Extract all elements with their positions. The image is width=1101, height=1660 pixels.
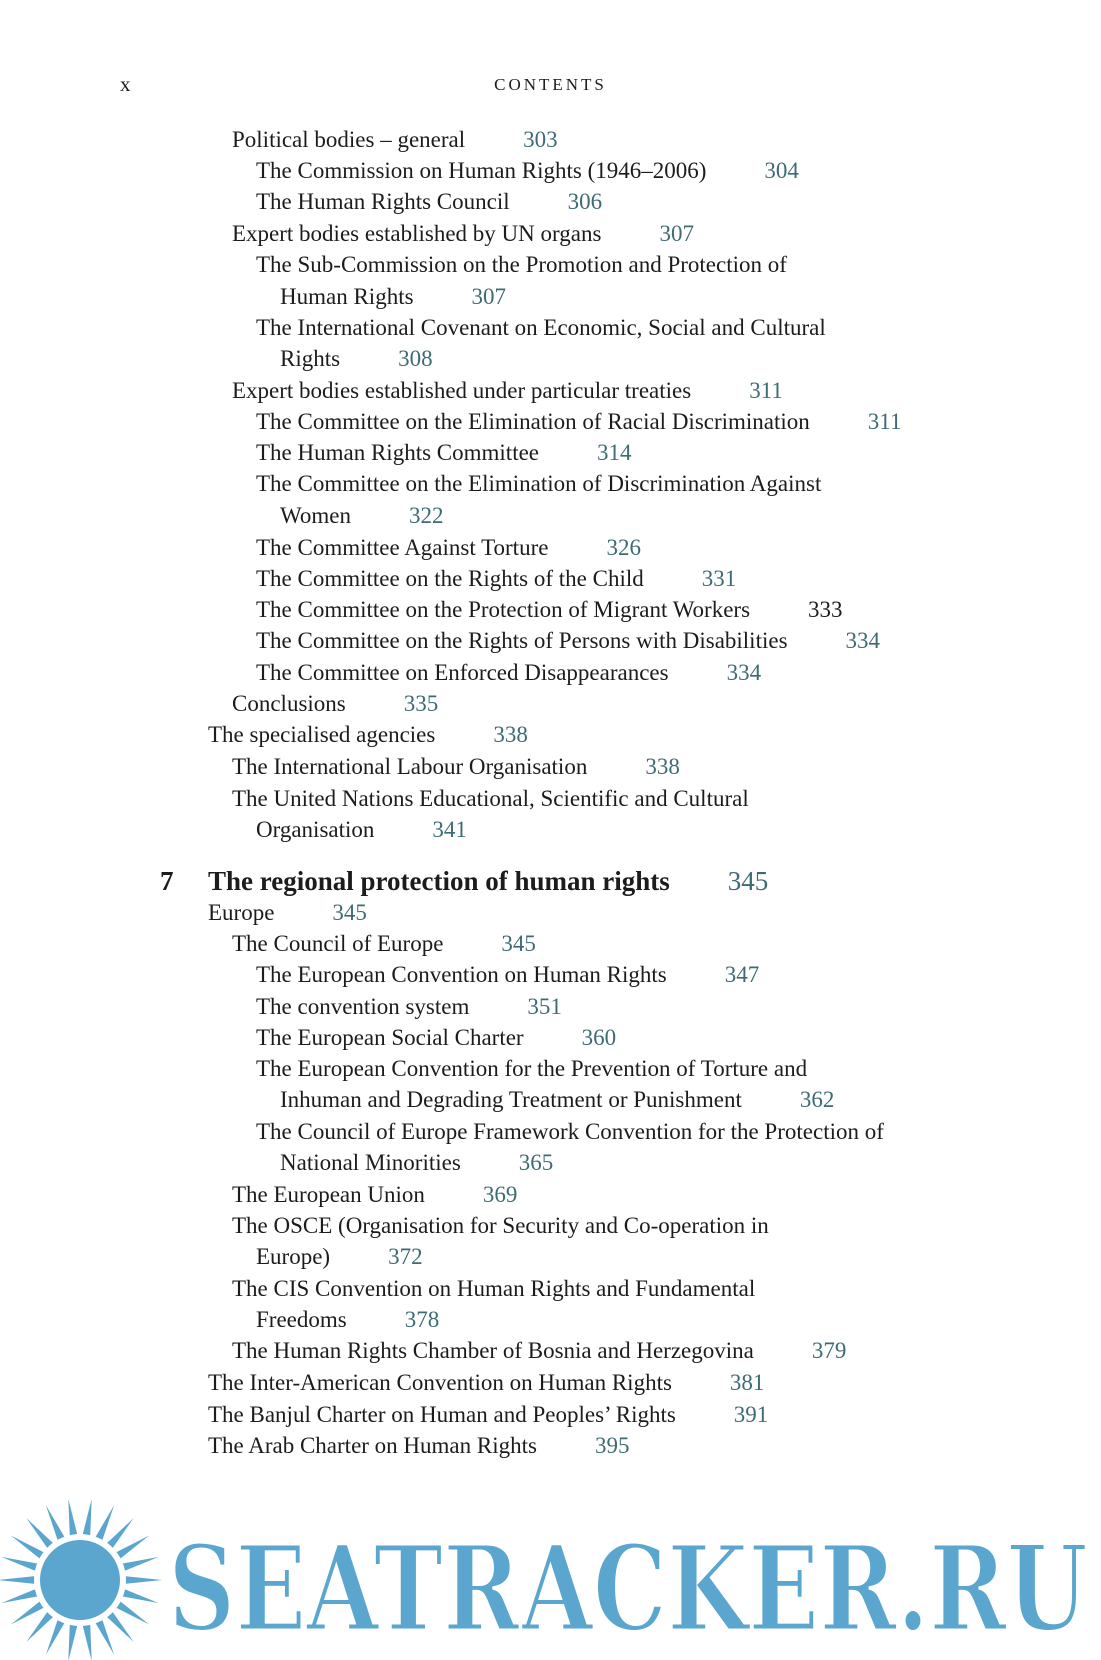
chapter-page: 345	[727, 866, 769, 896]
toc-entry-title: Human Rights	[280, 284, 414, 309]
toc-entry-title: Freedoms	[256, 1307, 347, 1332]
toc-entry-title: The Committee on the Rights of Persons with Disabilities	[256, 628, 788, 653]
toc-entry-title: The Committee on the Rights of the Child	[256, 566, 644, 591]
toc-entry-title: The Committee on the Elimination of Discrimination Against	[256, 471, 822, 496]
toc-entry-page: 326	[606, 535, 641, 560]
toc-entry-title: The specialised agencies	[208, 722, 436, 747]
sun-ray	[1, 1557, 39, 1572]
toc-entry-page: 369	[482, 1182, 518, 1207]
toc-entry[interactable]	[256, 960, 759, 990]
toc-entry-page: 333	[808, 597, 843, 622]
toc-entry-page: 372	[388, 1244, 423, 1269]
toc-entry-title: The United Nations Educational, Scientific and Cultural	[232, 786, 749, 811]
sun-ray	[46, 1505, 65, 1541]
toc-entry-title: Expert bodies established by UN organs	[232, 221, 602, 246]
seatracker-watermark	[0, 1500, 1101, 1660]
toc-entry[interactable]	[256, 313, 826, 343]
toc-entry[interactable]	[208, 898, 367, 928]
sun-ray	[11, 1536, 45, 1560]
toc-entry-page: 381	[729, 1370, 765, 1395]
toc-entry[interactable]	[256, 1054, 807, 1084]
toc-entry-title: The CIS Convention on Human Rights and Fundamental	[232, 1276, 756, 1301]
toc-entry-title: The Human Rights Chamber of Bosnia and Herzegovina	[232, 1338, 754, 1363]
toc-entry[interactable]	[232, 784, 749, 814]
toc-entry[interactable]	[256, 250, 787, 280]
toc-entry[interactable]	[256, 156, 799, 186]
toc-entry-title: The Banjul Charter on Human and Peoples’ Rights	[208, 1402, 676, 1427]
toc-entry[interactable]	[232, 1274, 755, 1304]
toc-entry[interactable]	[232, 689, 438, 719]
toc-entry-page: 341	[432, 817, 467, 842]
toc-entry-title: The Committee on the Elimination of Racial Discrimination	[256, 409, 810, 434]
toc-entry-title: The International Labour Organisation	[232, 754, 588, 779]
toc-entry[interactable]	[256, 564, 736, 594]
toc-entry-title: Political bodies – general	[232, 127, 466, 152]
toc-entry[interactable]	[256, 1023, 616, 1053]
sun-ray	[95, 1505, 114, 1541]
toc-entry-page: 362	[799, 1087, 835, 1112]
toc-entry-title: The Arab Charter on Human Rights	[208, 1433, 537, 1458]
toc-entry-title: The Human Rights Council	[256, 189, 510, 214]
toc-entry-title: The Committee Against Torture	[256, 535, 549, 560]
toc-entry[interactable]	[208, 720, 528, 750]
running-head	[0, 72, 1101, 102]
toc-entry-page: 306	[567, 189, 603, 214]
toc-entry-page: 338	[645, 754, 680, 779]
toc-entry[interactable]	[256, 658, 761, 688]
toc-entry-page: 347	[724, 962, 760, 987]
toc-entry-title: The European Social Charter	[256, 1025, 524, 1050]
page-folio: x	[120, 72, 132, 96]
toc-entry-title: The Commission on Human Rights (1946–2006)	[256, 158, 707, 183]
toc-entry[interactable]	[208, 1400, 768, 1430]
toc-entry-title: Europe)	[256, 1244, 331, 1269]
toc-entry[interactable]	[256, 1117, 884, 1147]
toc-entry[interactable]	[256, 533, 641, 563]
toc-entry-page: 311	[867, 409, 902, 434]
toc-entry-page: 335	[403, 691, 439, 716]
toc-entry-page: 334	[845, 628, 881, 653]
toc-entry-title: The European Convention for the Prevention of Torture and	[256, 1056, 808, 1081]
running-head-title: CONTENTS	[494, 75, 607, 94]
toc-entry-page: 351	[527, 994, 562, 1019]
toc-entry-title: The Inter-American Convention on Human Rights	[208, 1370, 672, 1395]
toc-entry-title: Rights	[280, 346, 341, 371]
toc-entry[interactable]	[256, 187, 602, 217]
toc-entry-page: 360	[581, 1025, 617, 1050]
toc-entry-page: 304	[764, 158, 799, 183]
toc-entry-page: 307	[471, 284, 507, 309]
toc-entry[interactable]	[256, 407, 901, 437]
toc-entry[interactable]	[232, 752, 680, 782]
toc-entry-title: National Minorities	[280, 1150, 461, 1175]
toc-entry-title: Expert bodies established under particular treaties	[232, 378, 692, 403]
toc-entry[interactable]	[232, 376, 783, 406]
toc-entry-continuation[interactable]	[256, 1242, 423, 1272]
toc-entry-title: Inhuman and Degrading Treatment or Punishment	[280, 1087, 742, 1112]
toc-entry-continuation[interactable]	[280, 1148, 553, 1178]
toc-entry[interactable]	[232, 125, 558, 155]
toc-entry[interactable]	[256, 992, 562, 1022]
sun-ray	[68, 1500, 77, 1537]
sun-ray	[121, 1557, 159, 1572]
toc-entry-page: 308	[398, 346, 433, 371]
toc-entry-continuation[interactable]	[280, 344, 433, 374]
sun-ray	[82, 1500, 91, 1537]
toc-entry[interactable]	[256, 595, 843, 625]
toc-entry[interactable]	[232, 219, 694, 249]
toc-entry-page: 345	[332, 900, 367, 925]
toc-entry[interactable]	[256, 469, 821, 499]
toc-entry-page: 303	[523, 127, 558, 152]
toc-entry-title: Europe	[208, 900, 275, 925]
toc-entry-continuation[interactable]	[256, 815, 467, 845]
toc-entry-page: 345	[501, 931, 536, 956]
sun-ray	[115, 1536, 149, 1560]
toc-entry-continuation[interactable]	[280, 501, 443, 531]
toc-entry[interactable]	[232, 1180, 517, 1210]
toc-entry-page: 378	[404, 1307, 440, 1332]
toc-entry[interactable]	[256, 438, 632, 468]
toc-entry-title: Women	[280, 503, 351, 528]
toc-entry-title: The Council of Europe Framework Convention for the Protection of	[256, 1119, 884, 1144]
toc-entry-title: The Committee on the Protection of Migrant Workers	[256, 597, 751, 622]
toc-entry-title: The Committee on Enforced Disappearances	[256, 660, 669, 685]
toc-entry-page: 334	[726, 660, 762, 685]
toc-entry-title: The European Union	[232, 1182, 425, 1207]
toc-entry[interactable]	[232, 1336, 846, 1366]
toc-entry-page: 331	[701, 566, 737, 591]
chapter-number: 7	[160, 866, 174, 896]
toc-entry-title: Organisation	[256, 817, 375, 842]
toc-entry-title: Conclusions	[232, 691, 346, 716]
toc-entry-page: 365	[518, 1150, 554, 1175]
toc-entry[interactable]	[208, 1431, 629, 1461]
toc-entry-title: The Sub-Commission on the Promotion and Protection of	[256, 252, 787, 277]
toc-entry[interactable]	[256, 626, 880, 656]
toc-entry-page: 322	[408, 503, 444, 528]
toc-entry[interactable]	[232, 1211, 769, 1241]
toc-entry-title: The Human Rights Committee	[256, 440, 539, 465]
toc-entry[interactable]	[208, 1368, 764, 1398]
toc-entry-page: 395	[594, 1433, 630, 1458]
sun-ray	[106, 1518, 134, 1549]
toc-entry-page: 338	[493, 722, 528, 747]
toc-entry-title: The European Convention on Human Rights	[256, 962, 667, 987]
toc-entry-continuation[interactable]	[280, 282, 506, 312]
toc-entry-title: The convention system	[256, 994, 470, 1019]
toc-entry-title: The OSCE (Organisation for Security and Co-operation in	[232, 1213, 769, 1238]
sun-ray	[26, 1518, 54, 1549]
chapter-title: The regional protection of human rights	[208, 866, 670, 896]
toc-entry-page: 307	[659, 221, 694, 246]
toc-entry[interactable]	[232, 929, 536, 959]
toc-entry-page: 391	[733, 1402, 769, 1427]
sun-logo-icon	[0, 1500, 170, 1660]
toc-entry-page: 311	[749, 378, 783, 403]
toc-entry-continuation[interactable]	[256, 1305, 439, 1335]
toc-entry-title: The International Covenant on Economic, Social and Cultural	[256, 315, 826, 340]
chapter-heading[interactable]	[160, 864, 769, 898]
toc-entry-page: 379	[811, 1338, 847, 1363]
toc-entry-continuation[interactable]	[280, 1085, 834, 1115]
toc-entry-title: The Council of Europe	[232, 931, 444, 956]
toc-entry-page: 314	[597, 440, 632, 465]
watermark-text: SEATRACKER.RU	[168, 1519, 1088, 1658]
